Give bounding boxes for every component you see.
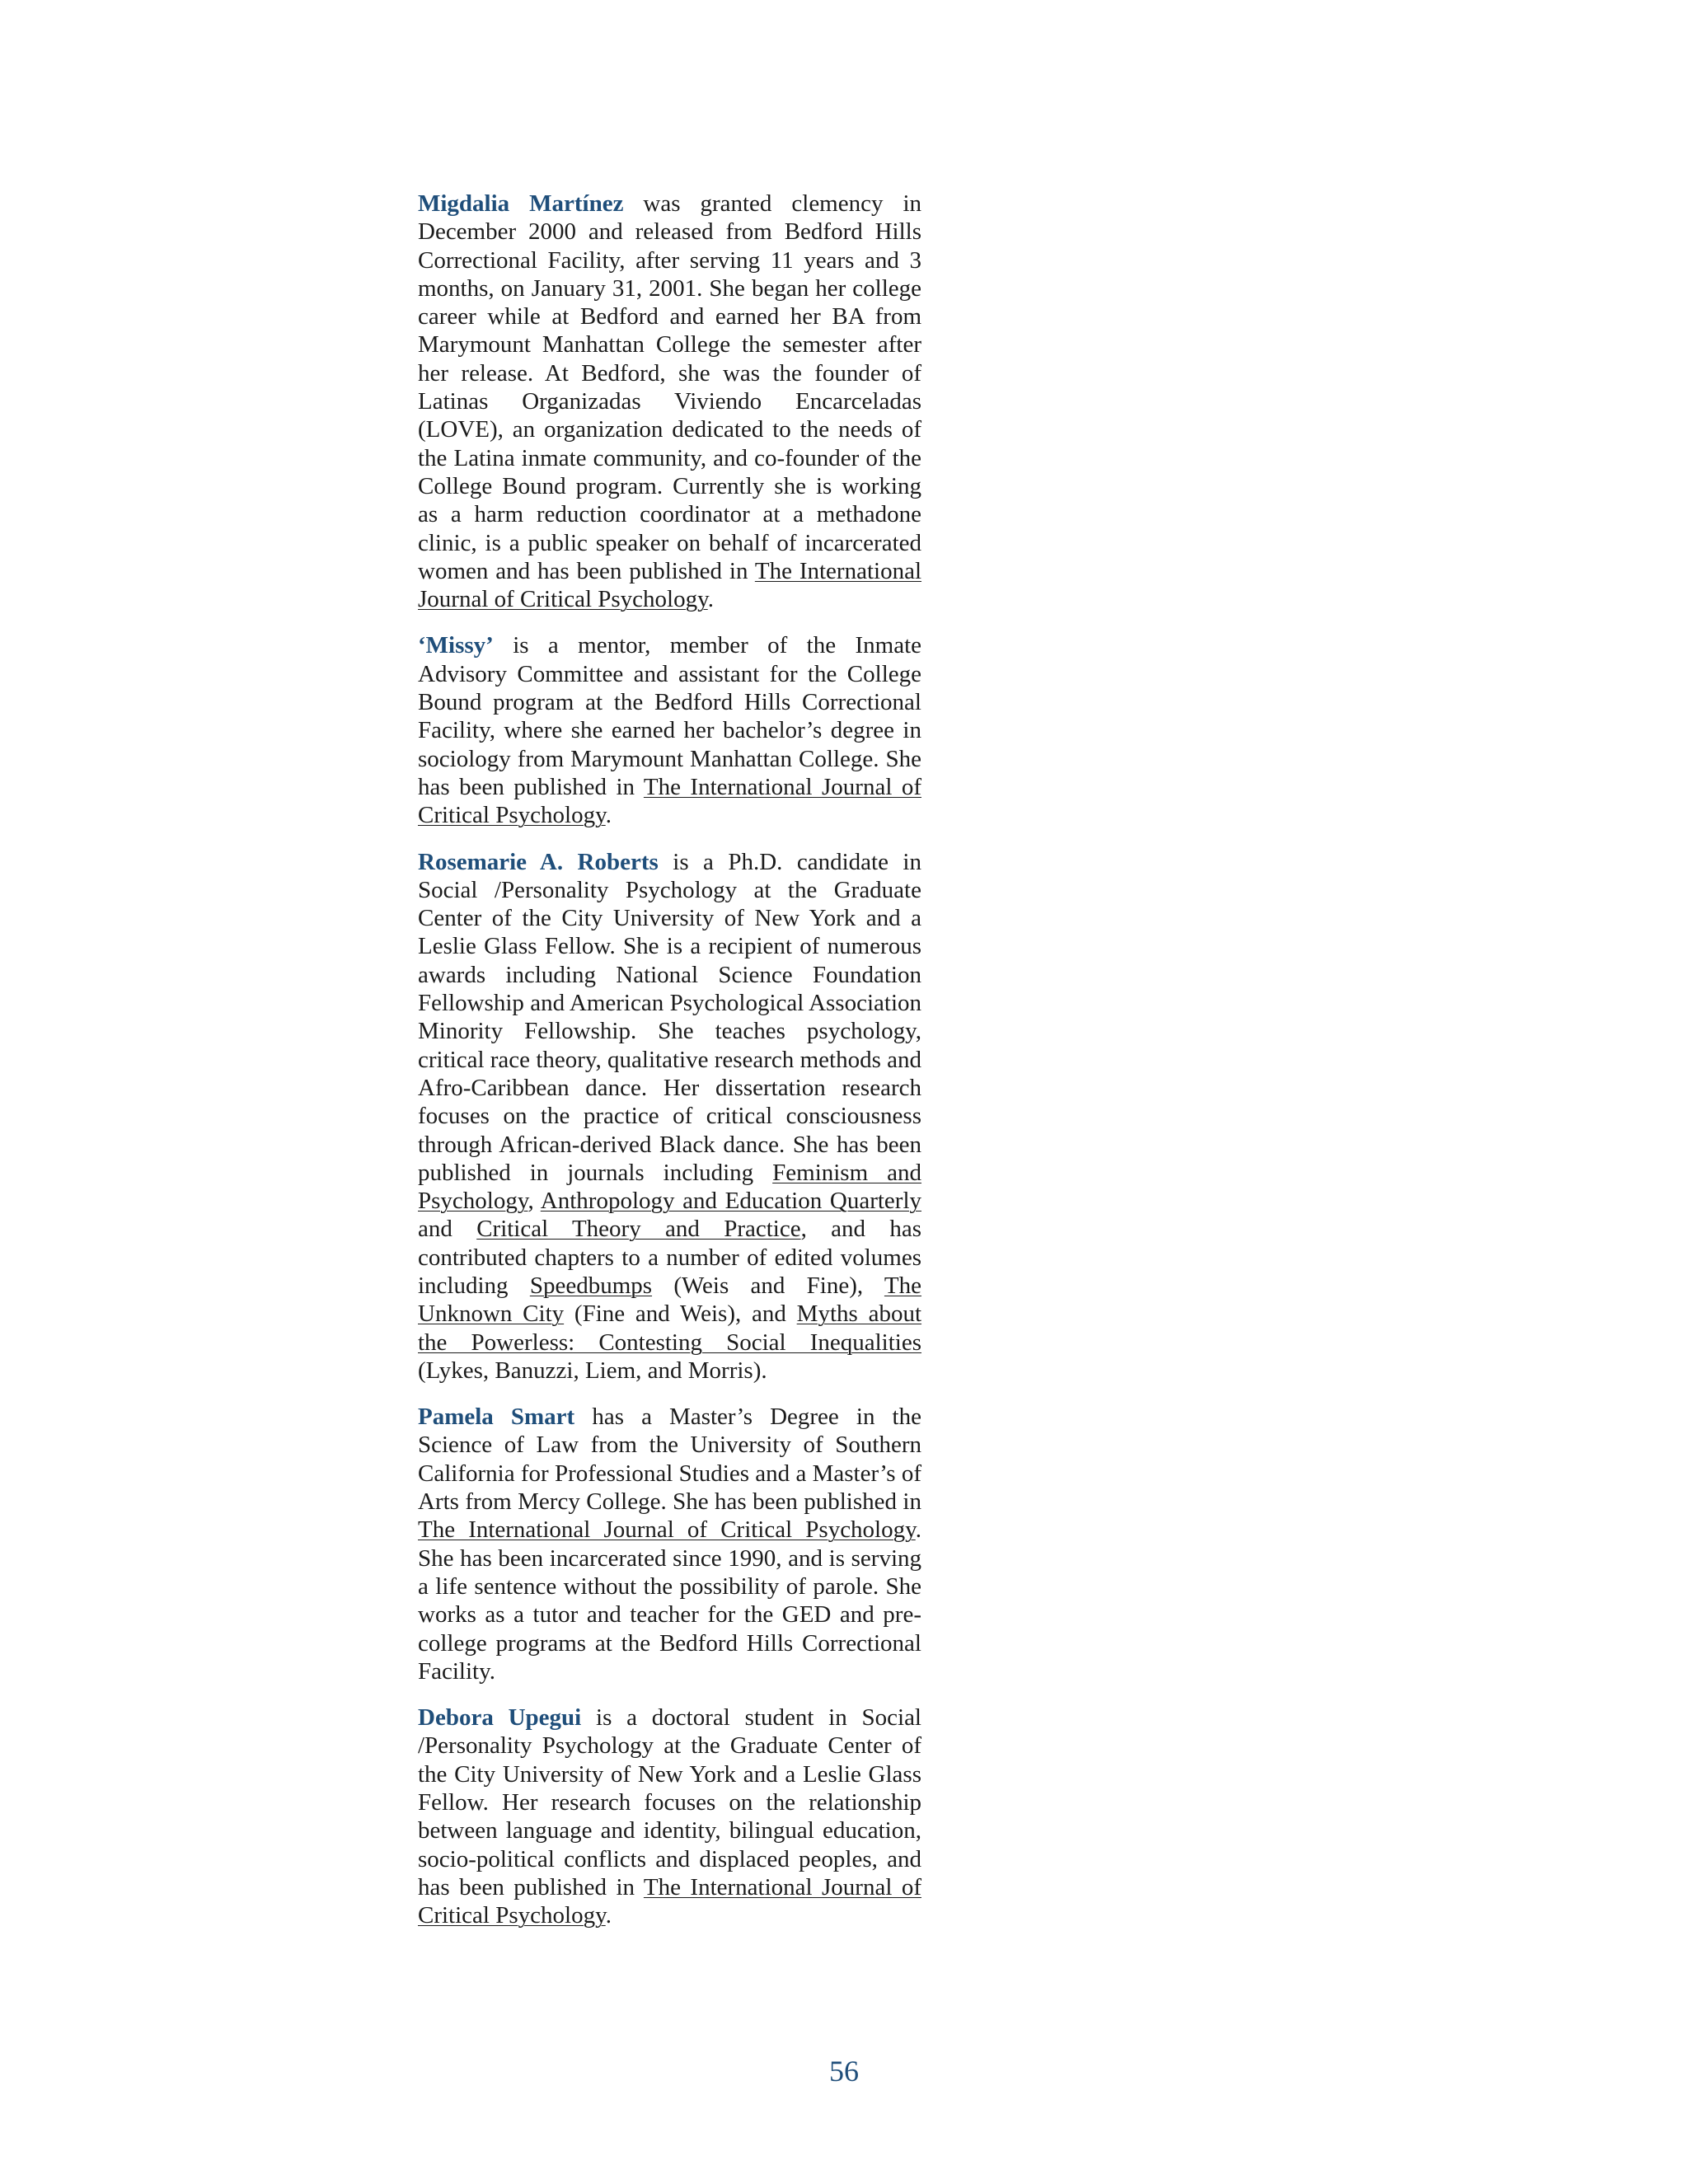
- bio-migdalia-martinez: [418, 190, 921, 613]
- bio-name: ‘Missy’: [418, 632, 494, 659]
- bio-text: has a Master’s Degree in the Science of Law from the University of Southern California for Professional Studies and a Master’s of Arts from Mercy College. She has been published in: [418, 1404, 921, 1516]
- publication-title: The International Journal of Critical Psychology: [418, 1873, 921, 1929]
- bio-text: (Weis and Fine),: [652, 1272, 884, 1299]
- bio-debora-upegui: [418, 1704, 921, 1929]
- bio-text: is a mentor, member of the Inmate Advisory Committee and assistant for the College Bound program at the Bedford Hills Correctional Facility, where she earned her bachelor’s degree in sociology from Marymount Manhattan College. She has been published in: [418, 632, 921, 800]
- bio-text: .: [707, 586, 714, 613]
- bio-text: . She has been incarcerated since 1990, and is serving a life sentence without the possibility of parole. She works as a tutor and teacher for the GED and pre-college programs at the Bedford Hills Correctional Facility.: [418, 1516, 921, 1685]
- bio-name: Pamela Smart: [418, 1404, 575, 1431]
- bio-text: ,: [528, 1188, 541, 1215]
- bio-rosemarie-roberts: [418, 848, 921, 1385]
- publication-title: The International Journal of Critical Psychology: [418, 557, 922, 613]
- bio-text: , and has contributed chapters to a number of edited volumes including: [418, 1216, 922, 1299]
- bio-text: (Lykes, Banuzzi, Liem, and Morris).: [418, 1357, 767, 1384]
- bio-pamela-smart: [418, 1403, 921, 1685]
- bio-text: .: [605, 1902, 612, 1929]
- bio-text: (Fine and Weis), and: [564, 1301, 797, 1328]
- publication-title: Myths about the Powerless: Contesting Social Inequalities: [418, 1301, 922, 1356]
- contributor-bios-column: [418, 190, 921, 1948]
- bio-text: was granted clemency in December 2000 and released from Bedford Hills Correctional Facility, after serving 11 years and 3 months, on January 31, 2001. She began her college career while at Bedford and earned her BA from Marymount Manhattan College the semester after her release. At Bedford, she was the founder of Latinas Organizadas Viviendo Encarceladas (LOVE), an organization dedicated to the needs of the Latina inmate community, and co-founder of the College Bound program. Currently she is working as a harm reduction coordinator at a methadone clinic, is a public speaker on behalf of incarcerated women and has been published in: [418, 190, 921, 584]
- bio-missy: [418, 631, 921, 829]
- page-number: 56: [829, 2055, 859, 2088]
- bio-text: and: [418, 1216, 477, 1243]
- bio-text: is a doctoral student in Social /Personality Psychology at the Graduate Center of the City University of New York and a Leslie Glass Fellow. Her research focuses on the relationship between language and identity, bilingual education, socio-political conflicts and displaced peoples, and has been published in: [418, 1704, 921, 1900]
- publication-title: Anthropology and Education Quarterly: [540, 1188, 921, 1215]
- bio-name: Debora Upegui: [418, 1704, 582, 1732]
- publication-title: Speedbumps: [529, 1272, 653, 1299]
- bio-name: Rosemarie A. Roberts: [418, 848, 659, 875]
- publication-title: Critical Theory and Practice: [476, 1216, 801, 1243]
- publication-title: The International Journal of Critical Psychology: [418, 773, 921, 829]
- publication-title: Feminism and Psychology: [418, 1159, 921, 1215]
- publication-title: The Unknown City: [418, 1272, 921, 1328]
- publication-title: The International Journal of Critical Psychology: [418, 1516, 916, 1544]
- bio-name: Migdalia Martínez: [418, 190, 624, 217]
- bio-text: is a Ph.D. candidate in Social /Personality Psychology at the Graduate Center of the City University of New York and a Leslie Glass Fellow. She is a recipient of numerous awards including National Science Foundation Fellowship and American Psychological Association Minority Fellowship. She teaches psychology, critical race theory, qualitative research methods and Afro-Caribbean dance. Her dissertation research focuses on the practice of critical consciousness through African-derived Black dance. She has been published in journals including: [418, 848, 921, 1186]
- bio-text: .: [605, 802, 612, 829]
